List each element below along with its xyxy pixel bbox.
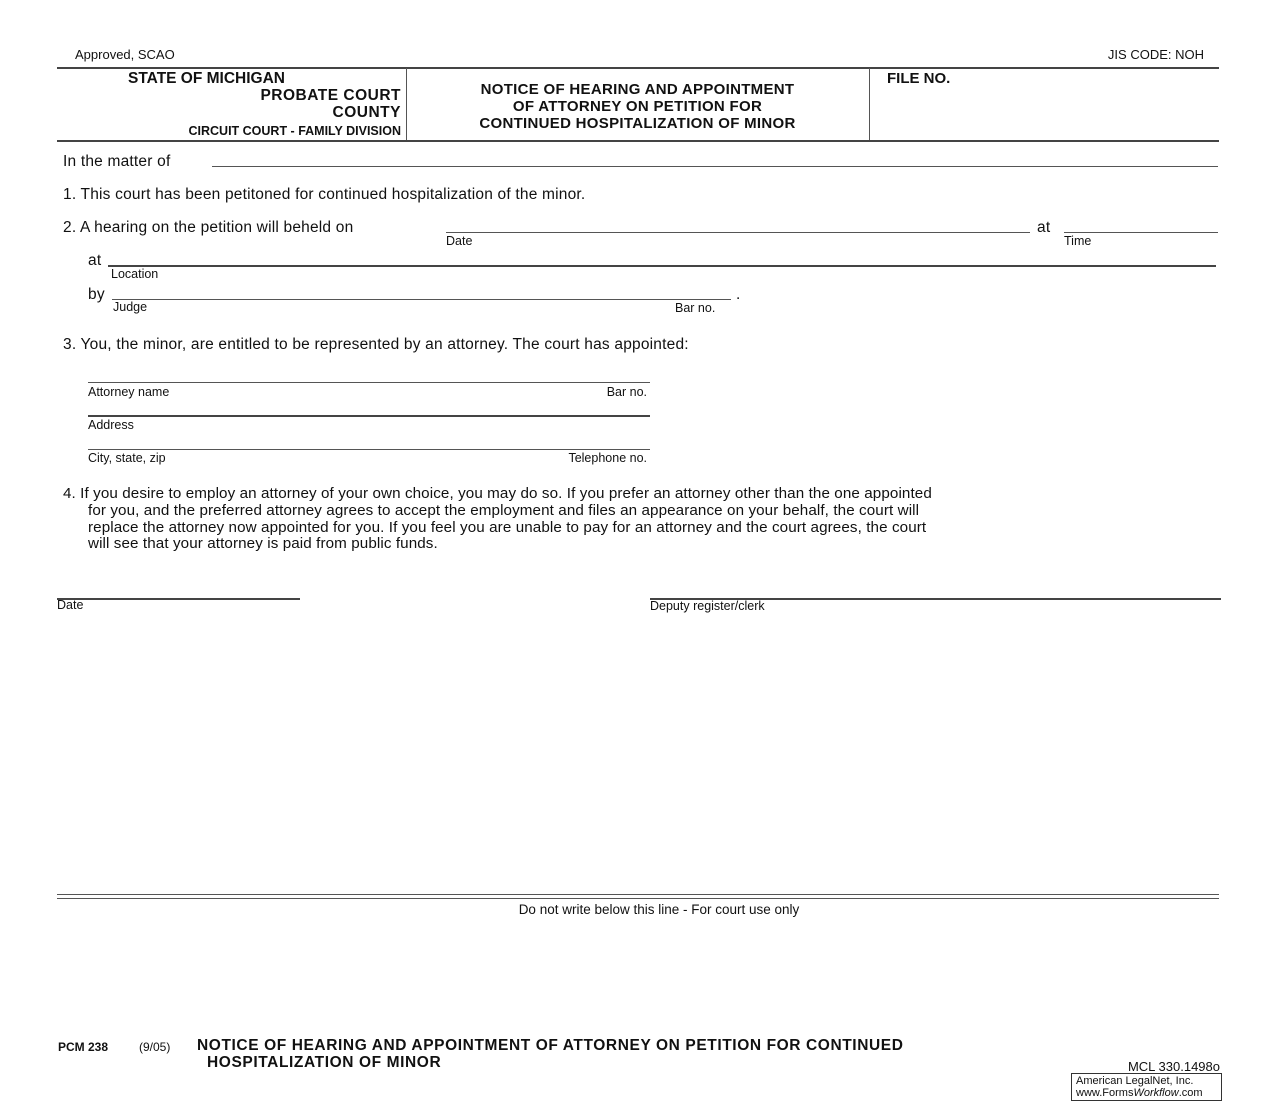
date-line <box>446 232 1030 233</box>
form-title-line-3: CONTINUED HOSPITALIZATION OF MINOR <box>479 115 796 132</box>
footer-title-line-2: HOSPITALIZATION OF MINOR <box>207 1054 442 1071</box>
statute-reference: MCL 330.1498o <box>1127 1059 1220 1074</box>
location-line <box>108 265 1216 267</box>
header-divider-right <box>869 68 870 140</box>
time-line <box>1064 232 1218 233</box>
at-time-label: at <box>1037 219 1051 236</box>
location-input[interactable] <box>110 246 1214 264</box>
matter-input[interactable] <box>214 147 1218 165</box>
vendor-url-part-3: .com <box>1178 1087 1203 1099</box>
division-label: CIRCUIT COURT - FAMILY DIVISION <box>188 124 401 138</box>
telephone-caption: Telephone no. <box>568 451 647 465</box>
header-top-rule <box>57 67 1219 69</box>
item-2-text: 2. A hearing on the petition will beheld on <box>63 219 354 236</box>
clerk-caption: Deputy register/clerk <box>650 599 765 613</box>
judge-input[interactable] <box>114 280 638 298</box>
city-caption: City, state, zip <box>88 451 166 465</box>
vendor-name: American LegalNet, Inc. <box>1076 1075 1194 1087</box>
vendor-url-part-2: Workflow <box>1133 1087 1179 1099</box>
court-use-notice: Do not write below this line - For court use only <box>518 902 800 917</box>
signature-date-input[interactable] <box>59 579 301 597</box>
form-id: PCM 238 <box>58 1040 109 1054</box>
state-name: STATE OF MICHIGAN <box>128 70 285 87</box>
city-line <box>88 449 650 450</box>
hearing-time-input[interactable] <box>1066 213 1220 231</box>
vendor-box <box>1071 1073 1222 1101</box>
court-name: PROBATE COURT <box>260 87 401 104</box>
judge-period: . <box>736 286 741 303</box>
form-title <box>410 81 865 132</box>
location-caption: Location <box>111 267 159 281</box>
court-use-rule-1 <box>57 894 1219 895</box>
address-caption: Address <box>88 418 134 432</box>
footer-title <box>197 1037 904 1071</box>
jis-code: JIS CODE: NOH <box>1107 47 1204 62</box>
at-location-prefix: at <box>88 252 102 269</box>
matter-line <box>212 166 1218 167</box>
judge-bar-caption: Bar no. <box>675 301 716 315</box>
item-4-line-1: 4. If you desire to employ an attorney of your own choice, you may do so. If you prefer an attorney other than the one appointed <box>63 485 932 502</box>
item-4-line-4: will see that your attorney is paid from public funds. <box>88 535 438 553</box>
date-caption: Date <box>446 234 473 248</box>
time-caption: Time <box>1064 234 1092 248</box>
item-4-line-3: replace the attorney now appointed for you. If you feel you are unable to pay for an attorney and the court agrees, the court <box>88 518 927 536</box>
matter-label: In the matter of <box>63 153 171 170</box>
attorney-name-caption: Attorney name <box>88 385 170 399</box>
signature-date-caption: Date <box>57 598 84 612</box>
item-3-text: 3. You, the minor, are entitled to be represented by an attorney. The court has appointed: <box>63 336 689 353</box>
court-use-rule-2 <box>57 898 1219 899</box>
attorney-name-line <box>88 382 650 383</box>
address-line <box>88 415 650 417</box>
item-4-text <box>63 486 1223 553</box>
clerk-signature-input[interactable] <box>652 579 1221 597</box>
header-divider-left <box>406 68 407 140</box>
judge-bar-no-input[interactable] <box>640 280 732 298</box>
form-revision: (9/05) <box>139 1040 171 1054</box>
form-title-line-2: OF ATTORNEY ON PETITION FOR <box>512 98 763 115</box>
by-judge-prefix: by <box>88 286 105 303</box>
judge-caption: Judge <box>113 300 148 314</box>
hearing-date-input[interactable] <box>448 213 1030 231</box>
vendor-url <box>1076 1087 1217 1099</box>
attorney-city-input[interactable] <box>90 430 650 448</box>
attorney-address-input[interactable] <box>90 396 650 414</box>
form-title-line-1: NOTICE OF HEARING AND APPOINTMENT <box>480 81 795 98</box>
file-no-input[interactable] <box>887 95 1211 113</box>
item-4-line-2: for you, and the preferred attorney agrees to accept the employment and files an appearance on your behalf, the court will <box>88 501 920 519</box>
approved-scao: Approved, SCAO <box>75 47 175 62</box>
attorney-bar-caption: Bar no. <box>606 385 647 399</box>
signature-date-line <box>57 598 300 600</box>
file-no-label: FILE NO. <box>887 70 951 87</box>
item-1-text: 1. This court has been petitoned for continued hospitalization of the minor. <box>63 186 586 203</box>
header-bottom-rule <box>57 140 1219 142</box>
footer-title-line-1: NOTICE OF HEARING AND APPOINTMENT OF ATTORNEY ON PETITION FOR CONTINUED <box>197 1037 904 1054</box>
county-label: COUNTY <box>332 104 401 121</box>
attorney-name-input[interactable] <box>90 363 650 381</box>
judge-line <box>112 299 731 300</box>
vendor-url-part-1: www.Forms <box>1076 1087 1134 1099</box>
